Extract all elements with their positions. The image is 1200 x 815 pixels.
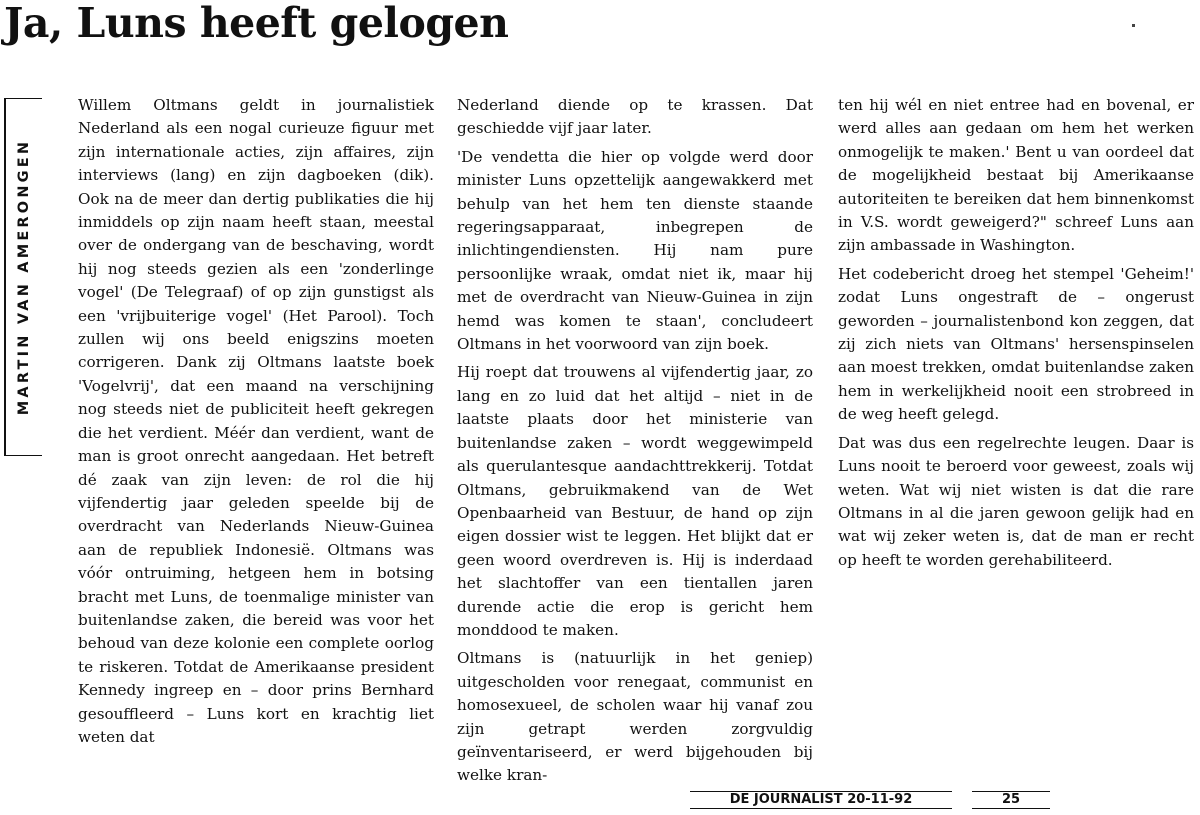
footer-publication: DE JOURNALIST 20-11-92 xyxy=(690,791,952,809)
paragraph: Willem Oltmans geldt in journalistiek Nederland als een nogal curieuze figuur met zijn internationale acties, zijn affaires, zijn interviews (lang) en zijn dagboeken (dik). Ook na de meer dan dertig publikaties die hij inmiddels op zijn naam heeft staan, meestal over de ondergang van de beschaving, wordt hij nog steeds gezien als een 'zonderlinge vogel' (De Telegraaf) of op zijn gunstigst als een 'vrijbuiterige vogel' (Het Parool). Toch zullen wij ons beeld enigszins moeten corrigeren. Dank zij Oltmans laatste boek 'Vogelvrij', dat een maand na verschijning nog steeds niet de publiciteit heeft gekregen die het verdient. Méér dan verdient, want de man is groot onrecht aangedaan. Het betreft dé zaak van zijn leven: de rol die hij vijfendertig jaar geleden speelde bij de overdracht van Nederlands Nieuw-Guinea aan de republiek Indonesië. Oltmans was vóór ontruiming, hetgeen hem in botsing bracht met Luns, de toenmalige minister van buitenlandse zaken, die bereid was voor het behoud van deze kolonie een complete oorlog te riskeren. Totdat de Amerikaanse president Kennedy ingreep en – door prins Bernhard gesouffleerd – Luns kort en krachtig liet weten dat xyxy=(78,96,434,746)
paragraph: Nederland diende op te krassen. Dat geschiedde vijf jaar later. xyxy=(457,96,813,138)
paragraph: 'De vendetta die hier op volgde werd door minister Luns opzettelijk aangewakkerd met behulp van het hem ten dienste staande regeringsapparaat, inbegrepen de inlichtingendiensten. Hij nam pure persoonlijke wraak, omdat niet ik, maar hij met de overdracht van Nieuw-Guinea in zijn hemd was komen te staan', concludeert Oltmans in het voorwoord van zijn boek. xyxy=(457,147,813,354)
footer-page-number: 25 xyxy=(972,791,1050,809)
article-column-3 xyxy=(838,94,1194,577)
paragraph: Oltmans is (natuurlijk in het geniep) uitgescholden voor renegaat, communist en homosexueel, de scholen waar hij vanaf zou zijn getrapt werden zorgvuldig geïnventariseerd, er werd bijgehouden bij welke kran- xyxy=(457,649,813,785)
scan-speck xyxy=(1132,24,1135,27)
byline-box xyxy=(4,98,42,456)
byline: MARTIN VAN AMERONGEN xyxy=(16,138,32,416)
paragraph: Het codebericht droeg het stempel 'Geheim!' zodat Luns ongestraft de – ongerust geworden – journalistenbond kon zeggen, dat zij zich niets van Oltmans' hersenspinselen aan moest trekken, omdat buitenlandse zaken hem in werkelijkheid nooit een strobreed in de weg heeft gelegd. xyxy=(838,264,1194,424)
article-column-1 xyxy=(78,94,434,754)
paragraph: Dat was dus een regelrechte leugen. Daar is Luns nooit te beroerd voor geweest, zoals wij weten. Wat wij niet wisten is dat die rare Oltmans in al die jaren gewoon gelijk had en wat wij zeker weten is, dat de man er recht op heeft te worden gerehabiliteerd. xyxy=(838,433,1194,569)
paragraph: ten hij wél en niet entree had en bovenal, er werd alles aan gedaan om hem het werken onmogelijk te maken.' Bent u van oordeel dat de mogelijkheid bestaat bij Amerikaanse autoriteiten te bereiken dat hem binnenkomst in V.S. wordt geweigerd?" schreef Luns aan zijn ambassade in Washington. xyxy=(838,96,1194,255)
paragraph: Hij roept dat trouwens al vijfendertig jaar, zo lang en zo luid dat het altijd – niet in de laatste plaats door het ministerie van buitenlandse zaken – wordt weggewimpeld als querulantesque aandachttrekkerij. Totdat Oltmans, gebruikmakend van de Wet Openbaarheid van Bestuur, de hand op zijn eigen dossier wist te leggen. Het blijkt dat er geen woord overdreven is. Hij is inderdaad het slachtoffer van een tientallen jaren durende actie die erop is gericht hem monddood te maken. xyxy=(457,363,813,639)
article-column-2 xyxy=(457,94,813,793)
headline: Ja, Luns heeft gelogen xyxy=(4,0,509,47)
